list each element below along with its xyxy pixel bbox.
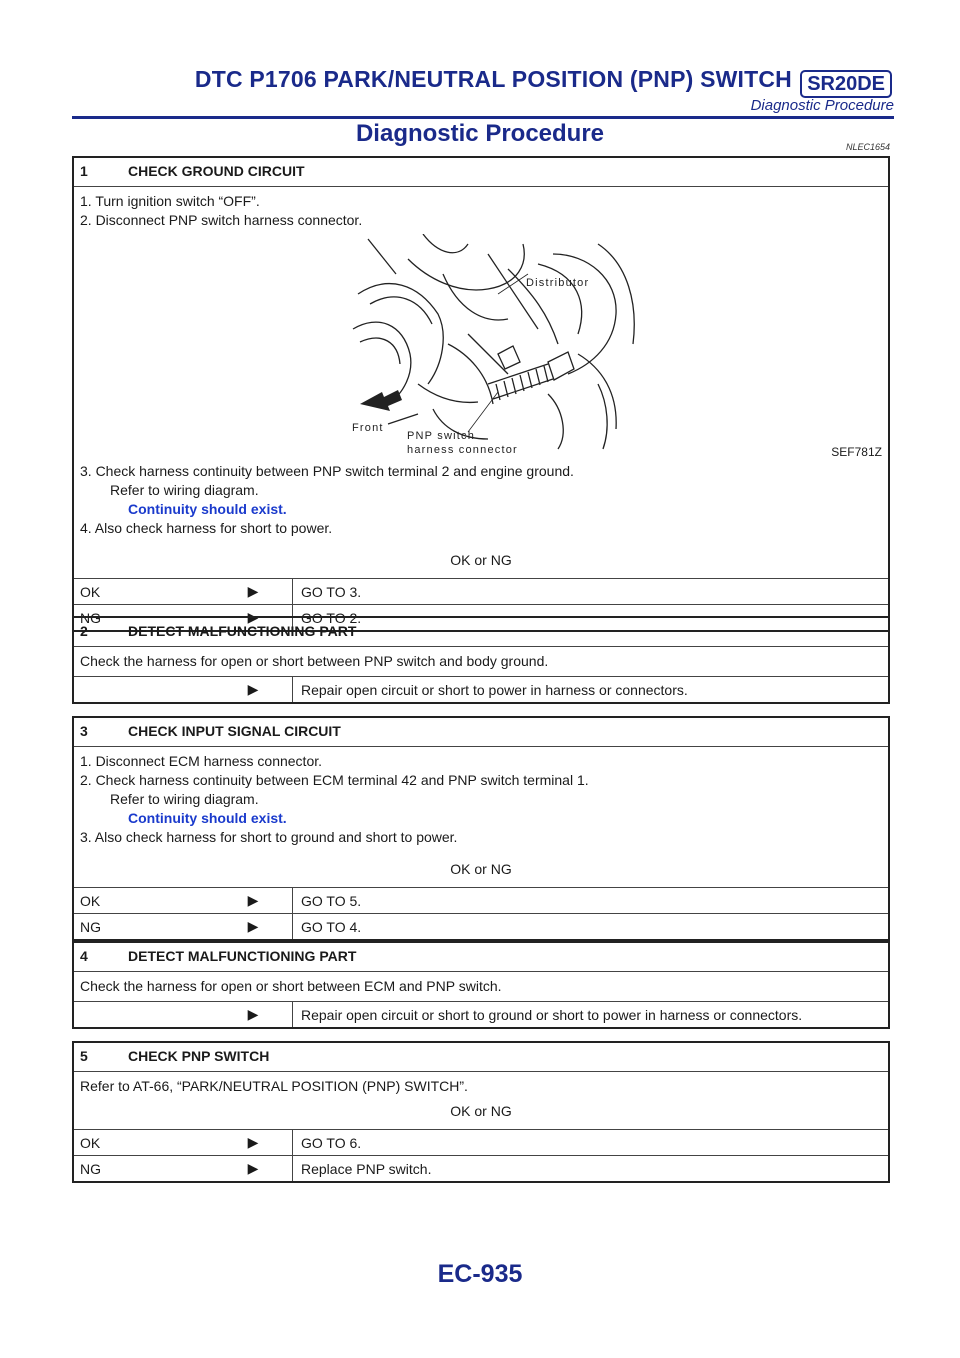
- engine-badge: SR20DE: [800, 70, 892, 98]
- instruction-line: 4. Also check harness for short to power.: [80, 520, 333, 536]
- result-row: [74, 1001, 888, 1027]
- section-reference-code: NLEC1654: [845, 142, 890, 152]
- result-label: OK: [80, 893, 101, 909]
- step-1-box: [72, 156, 890, 632]
- step-number: 5: [80, 1048, 88, 1064]
- header-subtitle: Diagnostic Procedure: [750, 97, 894, 114]
- result-action: Repair open circuit or short to ground or short to power in harness or connectors.: [292, 1002, 888, 1027]
- front-label: Front: [352, 422, 384, 434]
- result-row-ok: [74, 1129, 888, 1155]
- ok-or-ng-label: OK or NG: [450, 1103, 512, 1119]
- step-3-body: [74, 746, 888, 887]
- instruction-line: Refer to wiring diagram.: [110, 791, 259, 807]
- result-action: GO TO 4.: [292, 914, 888, 939]
- step-title: CHECK GROUND CIRCUIT: [128, 163, 305, 179]
- step-number: 1: [80, 163, 88, 179]
- arrow-icon: ▶: [247, 583, 259, 599]
- ok-or-ng-label: OK or NG: [450, 552, 512, 568]
- arrow-icon: ▶: [247, 918, 259, 934]
- result-action: GO TO 5.: [292, 888, 888, 913]
- arrow-icon: ▶: [247, 1160, 259, 1176]
- instruction-line: 2. Check harness continuity between ECM terminal 42 and PNP switch terminal 1.: [80, 772, 589, 788]
- pnp-connector-label-line1: PNP switch: [407, 430, 476, 442]
- pnp-connector-label-line2: harness connector: [407, 444, 518, 456]
- figure-code: SEF781Z: [831, 445, 882, 459]
- expected-result: Continuity should exist.: [128, 810, 287, 826]
- step-5-box: [72, 1041, 890, 1183]
- distributor-label: Distributor: [526, 277, 590, 289]
- step-1-body: [74, 186, 888, 578]
- ok-or-ng-label: OK or NG: [450, 861, 512, 877]
- arrow-icon: ▶: [247, 1134, 259, 1150]
- arrow-icon: ▶: [247, 681, 259, 697]
- pnp-switch-location-figure: [80, 234, 882, 462]
- step-2-box: [72, 616, 890, 704]
- result-action: GO TO 6.: [292, 1130, 888, 1155]
- result-action: GO TO 3.: [292, 579, 888, 604]
- result-label: [74, 677, 214, 702]
- step-title: DETECT MALFUNCTIONING PART: [128, 948, 357, 964]
- section-title: Diagnostic Procedure: [355, 120, 605, 147]
- result-label: NG: [80, 919, 101, 935]
- result-row-ok: [74, 578, 888, 604]
- instruction-line: Check the harness for open or short between PNP switch and body ground.: [80, 653, 549, 669]
- result-action: Repair open circuit or short to power in harness or connectors.: [292, 677, 888, 702]
- step-title: CHECK INPUT SIGNAL CIRCUIT: [128, 723, 341, 739]
- instruction-line: 3. Check harness continuity between PNP switch terminal 2 and engine ground.: [80, 463, 574, 479]
- instruction-line: Refer to wiring diagram.: [110, 482, 259, 498]
- step-5-header: [74, 1043, 888, 1071]
- step-number: 4: [80, 948, 88, 964]
- result-row-ng: [74, 913, 888, 939]
- engine-bay-illustration: [348, 234, 648, 456]
- result-label: OK: [80, 584, 101, 600]
- step-number: 3: [80, 723, 88, 739]
- result-action: GO TO 2.: [292, 605, 888, 630]
- result-label: [74, 1002, 214, 1027]
- result-label: NG: [80, 1161, 101, 1177]
- step-2-header: [74, 618, 888, 646]
- instruction-line: 1. Turn ignition switch “OFF”.: [80, 193, 260, 209]
- header-title: DTC P1706 PARK/NEUTRAL POSITION (PNP) SWITCH: [194, 66, 792, 92]
- instruction-line: 2. Disconnect PNP switch harness connector.: [80, 212, 363, 228]
- expected-result: Continuity should exist.: [128, 501, 287, 517]
- page-number: EC-935: [437, 1260, 523, 1288]
- arrow-icon: ▶: [247, 892, 259, 908]
- result-label: NG: [80, 610, 101, 626]
- step-4-box: [72, 941, 890, 1029]
- step-4-header: [74, 943, 888, 971]
- instruction-line: 1. Disconnect ECM harness connector.: [80, 753, 323, 769]
- step-5-body: [74, 1071, 888, 1129]
- instruction-line: 3. Also check harness for short to ground and short to power.: [80, 829, 458, 845]
- header-divider: [72, 116, 894, 119]
- step-4-body: [74, 971, 888, 1001]
- step-number: 2: [80, 623, 88, 639]
- instruction-line: Refer to AT-66, “PARK/NEUTRAL POSITION (PNP) SWITCH”.: [80, 1078, 468, 1094]
- instruction-line: Check the harness for open or short between ECM and PNP switch.: [80, 978, 502, 994]
- step-1-header: [74, 158, 888, 186]
- result-row-ng: [74, 1155, 888, 1181]
- step-title: DETECT MALFUNCTIONING PART: [128, 623, 357, 639]
- result-action: Replace PNP switch.: [292, 1156, 888, 1181]
- result-label: OK: [80, 1135, 101, 1151]
- step-2-body: [74, 646, 888, 676]
- step-3-header: [74, 718, 888, 746]
- arrow-icon: ▶: [247, 609, 259, 625]
- step-3-box: [72, 716, 890, 941]
- result-row: [74, 676, 888, 702]
- result-row-ok: [74, 887, 888, 913]
- arrow-icon: ▶: [247, 1006, 259, 1022]
- step-title: CHECK PNP SWITCH: [128, 1048, 270, 1064]
